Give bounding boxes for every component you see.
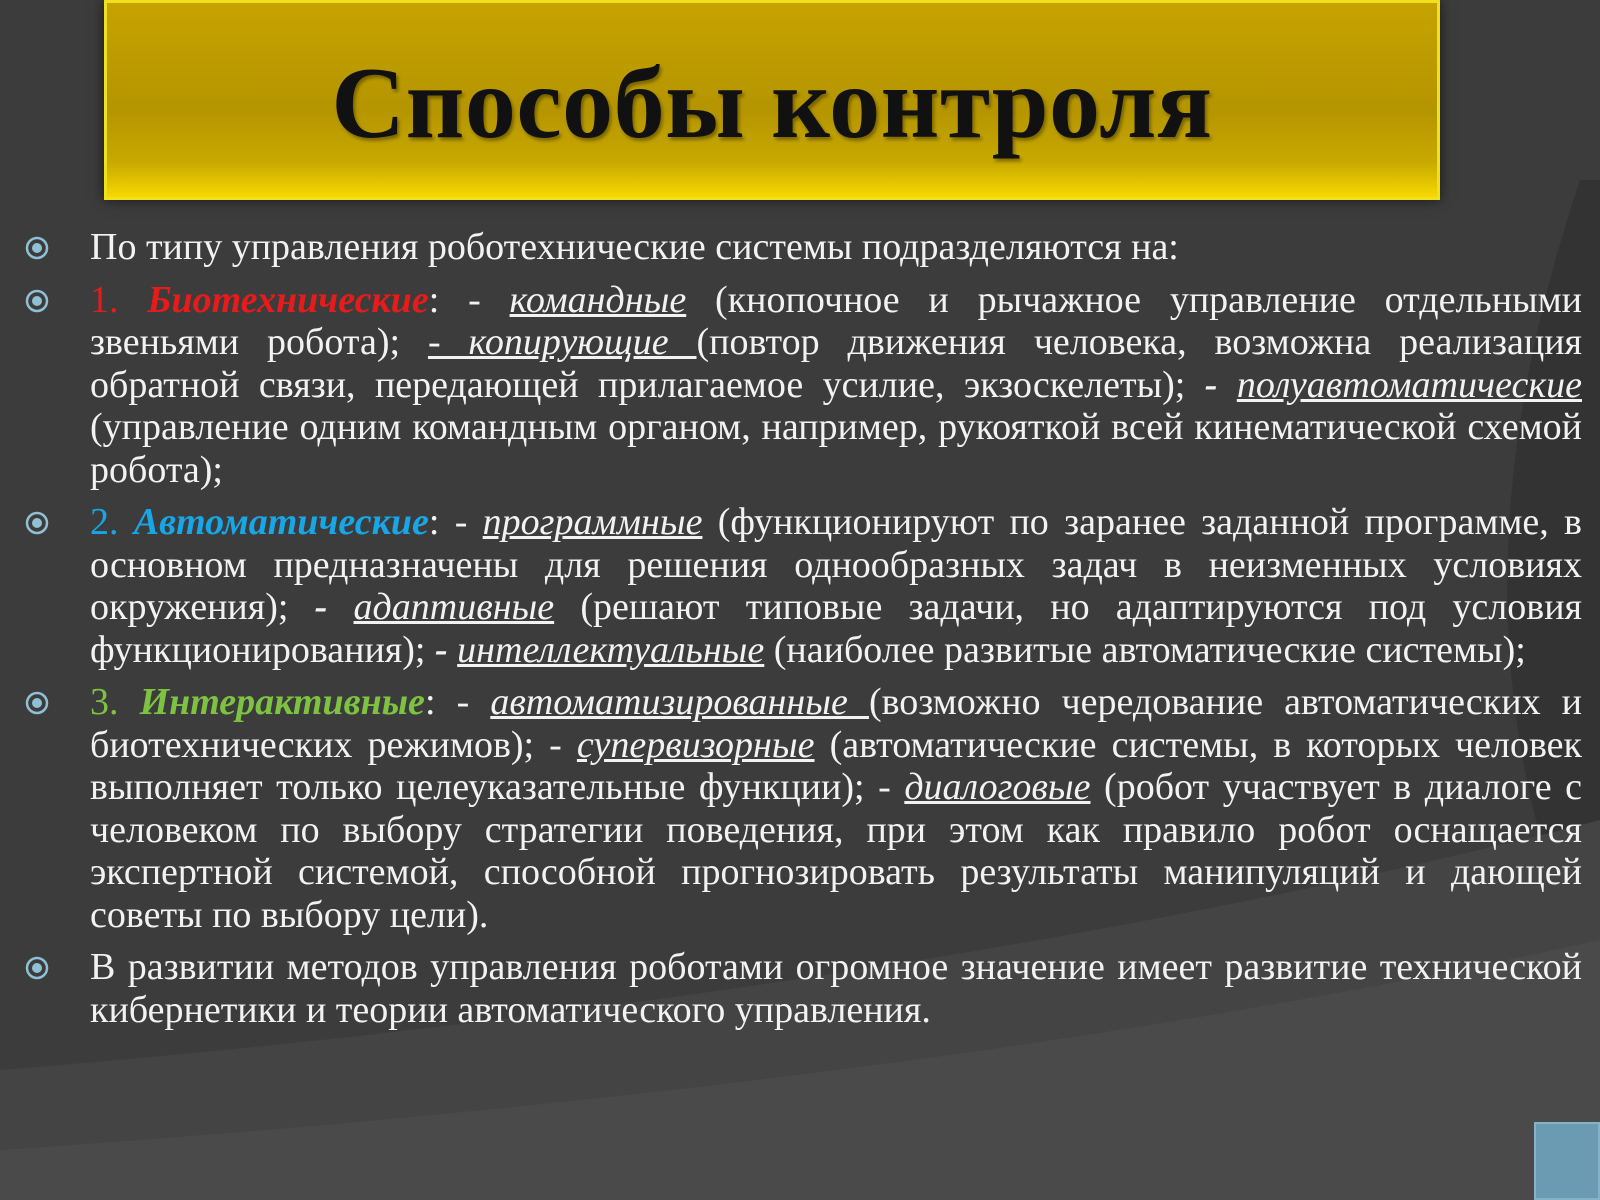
list-item <box>22 501 1582 671</box>
title-banner <box>104 0 1440 200</box>
item-text: В развитии методов управления роботами огромное значение имеет развитие технической кибернетики и теории автоматического управления. <box>90 946 1582 1031</box>
term-text: супервизорные <box>576 723 815 766</box>
term-text: интеллектуальные <box>457 628 765 671</box>
list-item <box>22 681 1582 936</box>
circle-bullet-icon <box>25 289 49 313</box>
list-item <box>22 946 1582 1031</box>
list-item <box>22 226 1582 269</box>
item-number: 3. <box>90 681 119 723</box>
term-description: (кнопочное и рычажное управление отдельными звеньями робота); <box>90 278 1582 363</box>
term-description: (робот участвует в диалоге с человеком по выбору стратегии поведения, при этом как правило робот оснащается экспертной системой, способной прогнозировать результаты манипуляций и дающей советы по выбору цели). <box>90 766 1582 936</box>
term-description: (управление одним командным органом, например, рукояткой всей кинематической схемой робота); <box>90 406 1582 491</box>
item-text: По типу управления роботехнические системы подразделяются на: <box>90 226 1179 268</box>
term-text: командные <box>509 278 687 321</box>
list-item <box>22 279 1582 492</box>
term-text: автоматизированные <box>490 681 869 723</box>
term-text: диалоговые <box>904 766 1091 808</box>
corner-decoration <box>1534 1122 1600 1200</box>
separator-text: : - <box>428 278 510 321</box>
circle-bullet-icon <box>25 236 49 260</box>
separator-text: : - <box>428 501 483 543</box>
separator-text: - <box>1204 363 1237 406</box>
term-description: (возможно чередование автоматических и биотехнических режимов); - <box>90 681 1582 766</box>
separator-text: - <box>314 586 354 628</box>
item-number: 1. <box>90 278 119 321</box>
page-title: Способы контроля <box>331 46 1213 160</box>
circle-bullet-icon <box>25 956 49 980</box>
term-description: (наиболее развитые автоматические системы); <box>764 628 1526 671</box>
circle-bullet-icon <box>25 691 49 715</box>
separator-text: : - <box>424 681 491 723</box>
circle-bullet-icon <box>25 511 49 535</box>
item-number: 2. <box>90 501 119 543</box>
term-description: (функционируют по заранее заданной программе, в основном предназначены для решения однообразных задач в неизменных условиях окружения); <box>90 501 1583 628</box>
term-text: полуавтоматические <box>1236 363 1582 406</box>
separator-text: - <box>435 628 458 671</box>
term-text: адаптивные <box>353 586 555 628</box>
term-text: программные <box>482 501 703 543</box>
category-label: Интерактивные <box>139 681 425 723</box>
term-description: (повтор движения человека, возможна реализация обратной связи, передающей прилагаемое усилие, экзоскелеты); <box>90 321 1583 406</box>
term-text: - копирующие <box>427 321 697 363</box>
category-label: Биотехнические <box>147 278 429 321</box>
term-description: (решают типовые задачи, но адаптируются под условия функционирования); <box>90 586 1583 671</box>
category-label: Автоматические <box>133 501 429 543</box>
slide-content <box>22 226 1582 1041</box>
term-description: (автоматические системы, в которых человек выполняет только целеуказательные функции); - <box>90 723 1582 808</box>
